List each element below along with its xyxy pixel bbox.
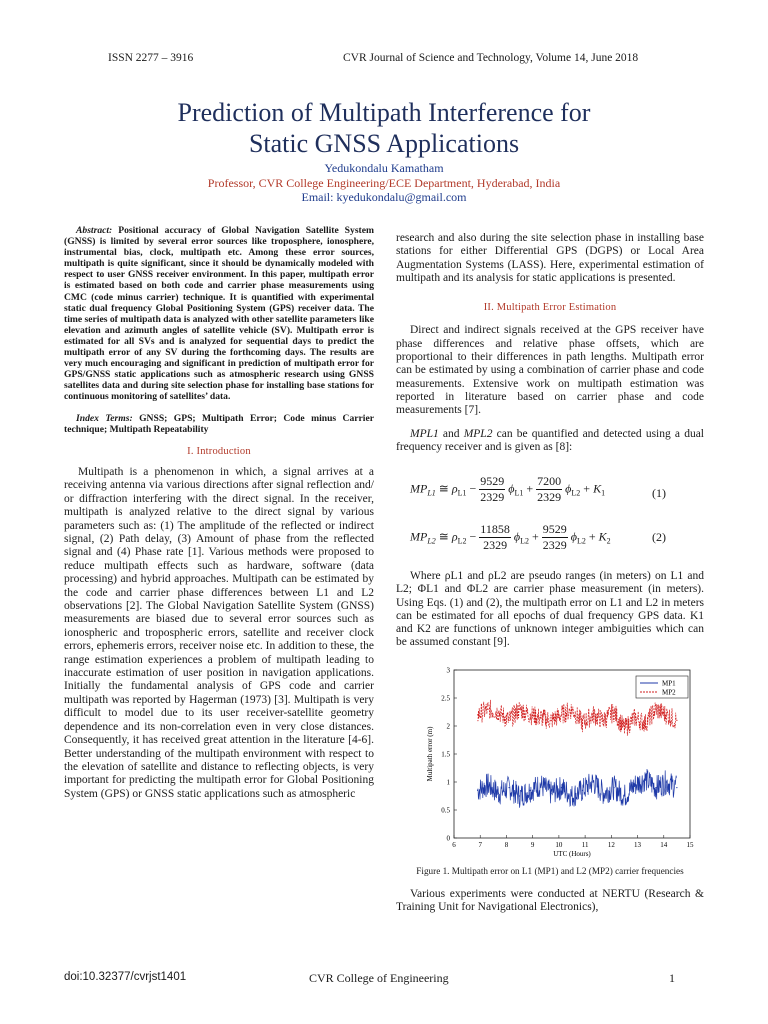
right-intro: research and also during the site selection phase in installing base stations for either Differential GPS (DGPS) or Local Area Augmentation Systems (LASS). Here, experimental estimation of multipath and its analysis for static applications is presented. (396, 232, 704, 284)
y-tick-label: 1.5 (441, 750, 450, 759)
data-point-mp1 (487, 784, 488, 785)
mpl1-symbol: MPL1 (410, 427, 439, 440)
data-point-mp1 (529, 790, 530, 791)
data-point-mp1 (624, 795, 625, 796)
data-point-mp1 (540, 784, 541, 785)
eq2-lhs-sub: L2 (427, 536, 436, 546)
doi[interactable]: doi:10.32377/cvrjst1401 (64, 971, 187, 983)
legend-label-mp2: MP2 (662, 688, 676, 697)
data-point-mp1 (603, 793, 604, 794)
eq1-rho-sub: L1 (457, 488, 467, 498)
data-point-mp1 (592, 781, 593, 782)
x-tick-label: 9 (530, 841, 535, 849)
eq2-lhs: MP (410, 529, 428, 544)
issn-header: ISSN 2277 – 3916 (108, 52, 194, 64)
x-tick-label: 6 (452, 841, 456, 849)
section-2-para-2 (396, 428, 704, 455)
data-point-mp2 (498, 711, 499, 712)
eq1-lhs: MP (410, 481, 428, 496)
data-point-mp2 (582, 723, 583, 724)
section-1-heading: I. Introduction (187, 445, 251, 457)
eq1-plus-1: + (526, 481, 534, 496)
eq1-plus-2: + (583, 481, 591, 496)
eq2-minus: − (469, 529, 477, 544)
x-tick-label: 10 (555, 841, 563, 849)
data-point-mp2 (645, 723, 646, 724)
data-point-mp1 (508, 787, 509, 788)
data-point-mp2 (540, 717, 541, 718)
x-tick-label: 7 (478, 841, 482, 849)
eq2-frac-2 (542, 522, 568, 553)
eq2-frac-1 (479, 522, 511, 553)
y-tick-label: 0 (446, 834, 450, 843)
equation-2 (410, 522, 611, 553)
eq2-k: K (598, 529, 607, 544)
data-point-mp1 (571, 795, 572, 796)
eq1-num-2: 7200 (537, 474, 562, 488)
author-email[interactable]: Email: kyedukondalu@gmail.com (301, 190, 467, 204)
data-point-mp1 (613, 787, 614, 788)
section-2-heading: II. Multipath Error Estimation (483, 302, 617, 314)
data-point-mp1 (582, 790, 583, 791)
eq1-phi-1: ϕ (508, 481, 515, 496)
data-point-mp2 (624, 728, 625, 729)
x-tick-label: 14 (660, 841, 668, 849)
eq1-phi-sub-2: L2 (571, 488, 581, 498)
equation-1-number: (1) (652, 486, 666, 500)
eq2-phi-sub-1: L2 (520, 536, 529, 546)
footer-college: CVR College of Engineering (309, 971, 449, 985)
right-column-mid (396, 570, 704, 650)
data-point-mp2 (655, 709, 656, 710)
data-point-mp2 (561, 714, 562, 715)
data-point-mp2 (634, 717, 635, 718)
index-terms-text: GNSS; GPS; Multipath Error; Code minus Carrier technique; Multipath Repeatability (64, 412, 374, 435)
and-word: and (442, 427, 460, 440)
right-column-bottom (396, 888, 704, 915)
section-2-para-4: Various experiments were conducted at NERTU (Research & Training Unit for Navigational Electronics), (396, 888, 704, 914)
data-point-mp1 (634, 784, 635, 785)
equation-1 (410, 474, 605, 505)
y-tick-label: 1 (446, 778, 450, 787)
data-point-mp2 (519, 709, 520, 710)
eq1-den-1: 2329 (480, 490, 505, 504)
section-2-para-1: Direct and indirect signals received at the GPS receiver have phase differences and relative phase offsets, which are proportional to their differences in path lengths. Multipath error can be estimated by using a combination of carrier phase and code measurements. Extensive work on multipath estimation was reported in literature based on carrier phase and code measurements [7]. (396, 324, 704, 417)
page-number: 1 (669, 971, 675, 985)
left-column (64, 225, 374, 801)
eq2-den-2: 2329 (542, 538, 567, 552)
eq1-minus: − (469, 481, 477, 496)
eq2-rel: ≅ (438, 529, 449, 544)
data-point-mp2 (592, 714, 593, 715)
abstract-label: Abstract: (76, 225, 113, 236)
data-point-mp1 (676, 787, 677, 788)
y-tick-label: 2.5 (441, 694, 450, 703)
y-tick-label: 3 (446, 666, 450, 675)
abstract-text: Positional accuracy of Global Navigation Satellite System (GNSS) is limited by several error sources like troposphere, ionosphere, instrumental bias, clock, multipath etc. Among these error sources, multipath is quite significant, since it should be dynamically modeled with respect to user GNSS receiver environment. In this paper, multipath error is estimated based on both code and carrier phase measurements using CMC (code minus carrier) technique. It is quantified with experimental static dual frequency Global Positioning System (GPS) receiver data. The time series of multipath data is analyzed with other satellite parameters like elevation and azimuth angles of satellite vehicle (SV). Multipath error is estimated for all SVs and is analyzed for sequential days to predict the multipath error of any SV during the forthcoming days. The results are very much encouraging and significant in prediction of multipath error for GPS/GNSS static applications such as atmospheric research using GNSS satellites data and during site selection phase for installing base stations for continuous monitoring of satellites’ data. (64, 225, 374, 403)
eq2-plus-1: + (531, 529, 539, 544)
data-point-mp1 (477, 790, 478, 791)
data-point-mp2 (603, 720, 604, 721)
x-axis-label: UTC (Hours) (553, 850, 591, 858)
eq2-plus-2: + (588, 529, 596, 544)
y-tick-label: 2 (446, 722, 450, 731)
para-2-rest: can be quantified and detected using a dual frequency receiver and is given as [8]: (396, 427, 704, 453)
eq1-den-2: 2329 (537, 490, 562, 504)
eq1-frac-2 (536, 474, 562, 505)
data-point-mp2 (508, 720, 509, 721)
affiliation: Professor, CVR College Engineering/ECE Department, Hyderabad, India (207, 176, 561, 190)
y-tick-label: 0.5 (441, 806, 450, 815)
data-point-mp2 (550, 720, 551, 721)
eq1-phi-2: ϕ (565, 481, 572, 496)
data-point-mp2 (529, 714, 530, 715)
x-tick-label: 11 (581, 841, 589, 849)
eq1-rel: ≅ (438, 481, 449, 496)
x-tick-label: 15 (686, 841, 694, 849)
data-point-mp2 (571, 709, 572, 710)
data-point-mp2 (676, 720, 677, 721)
figure-caption: Figure 1. Multipath error on L1 (MP1) and L2 (MP2) carrier frequencies (416, 866, 684, 876)
data-point-mp1 (561, 787, 562, 788)
x-tick-label: 13 (634, 841, 642, 849)
eq1-rho: ρ (451, 481, 458, 496)
mpl2-symbol: MPL2 (463, 427, 493, 440)
data-point-mp1 (645, 779, 646, 780)
data-point-mp1 (666, 781, 667, 782)
index-terms (64, 413, 374, 435)
data-point-mp2 (666, 714, 667, 715)
eq2-phi-sub-2: L2 (576, 536, 586, 546)
data-point-mp1 (498, 793, 499, 794)
abstract (64, 225, 374, 403)
multipath-chart (412, 662, 700, 862)
eq1-phi-sub-1: L1 (514, 488, 524, 498)
data-point-mp2 (487, 709, 488, 710)
title-line-1: Prediction of Multipath Interference for (177, 98, 591, 127)
data-point-mp1 (519, 795, 520, 796)
eq1-k-sub: 1 (601, 488, 606, 498)
paper-title (0, 97, 768, 159)
index-terms-label: Index Terms: (76, 412, 133, 424)
eq2-num-1: 11858 (480, 522, 510, 536)
eq2-rho-sub: L2 (457, 536, 467, 546)
eq2-rho: ρ (451, 529, 458, 544)
legend-label-mp1: MP1 (662, 679, 676, 688)
eq1-lhs-sub: L1 (427, 488, 436, 498)
data-point-mp2 (477, 714, 478, 715)
title-line-2: Static GNSS Applications (248, 129, 520, 158)
x-tick-label: 8 (504, 841, 509, 849)
eq1-k: K (593, 481, 602, 496)
section-1-body: Multipath is a phenomenon in which, a signal arrives at a receiving antenna via various directions after signal reflection and/ or diffraction interfering with the direct signal. In the receiver, multipath is analyzed relative to the direct signal by various parameters such as: (1) The amplitude of the reflected or indirect signal, (2) Path delay, (3) Amount of phase from the reflected signal and (4) Phase rate [1]. Various methods were proposed to reduce multipath effects such as hardware, software (data processing) and hybrid approaches. Multipath can be estimated by the code and carrier phase differences between L1 and L2 observations [2]. The Global Navigation Satellite System (GNSS) measurements are biased due to several error sources such as ionospheric and tropospheric errors, satellite and receiver clock errors, ephemeris errors, receiver noise etc. In addition to these, the range estimation experiences a problem of multipath leading to inaccurate estimation of user position in navigation applications. Initially the fundamental analysis of GPS code and carrier multipath was reported by Hagerman (1973) [3]. Multipath is very difficult to model due to its user receiver-satellite geometry dependence and its non-correlation even in very close distances. Consequently, it has received great attention in the literature [4-6]. Better understanding of the multipath environment with respect to the elevation of satellite and distance to reflecting objects, is very important for predicting the multipath error for Global Positioning System (GPS) or GNSS static applications such as atmospheric (64, 465, 374, 800)
eq1-num-1: 9529 (480, 474, 505, 488)
data-point-mp1 (550, 793, 551, 794)
section-2-para-3: Where ρL1 and ρL2 are pseudo ranges (in meters) on L1 and L2; ΦL1 and ΦL2 are carrier phase measurement (in meters). Using Eqs. (1) and (2), the multipath error on L1 and L2 in meters can be estimated for all epochs of dual frequency GPS data. K1 and K2 are functions of unknown integer ambiguities which can be assumed constant [9]. (396, 570, 704, 649)
equation-2-number: (2) (652, 530, 666, 544)
eq2-k-sub: 2 (606, 536, 611, 546)
eq2-phi-1: ϕ (513, 529, 521, 544)
eq2-den-1: 2329 (483, 538, 508, 552)
data-point-mp1 (655, 787, 656, 788)
x-tick-label: 12 (607, 841, 615, 849)
eq2-num-2: 9529 (542, 522, 567, 536)
author-name: Yedukondalu Kamatham (324, 161, 444, 175)
journal-header: CVR Journal of Science and Technology, Volume 14, June 2018 (343, 52, 639, 64)
eq1-frac-1 (479, 474, 505, 505)
data-point-mp2 (613, 711, 614, 712)
right-column-top (396, 232, 704, 454)
eq2-phi-2: ϕ (570, 529, 577, 544)
y-axis-label: Multipath error (m) (426, 726, 434, 782)
